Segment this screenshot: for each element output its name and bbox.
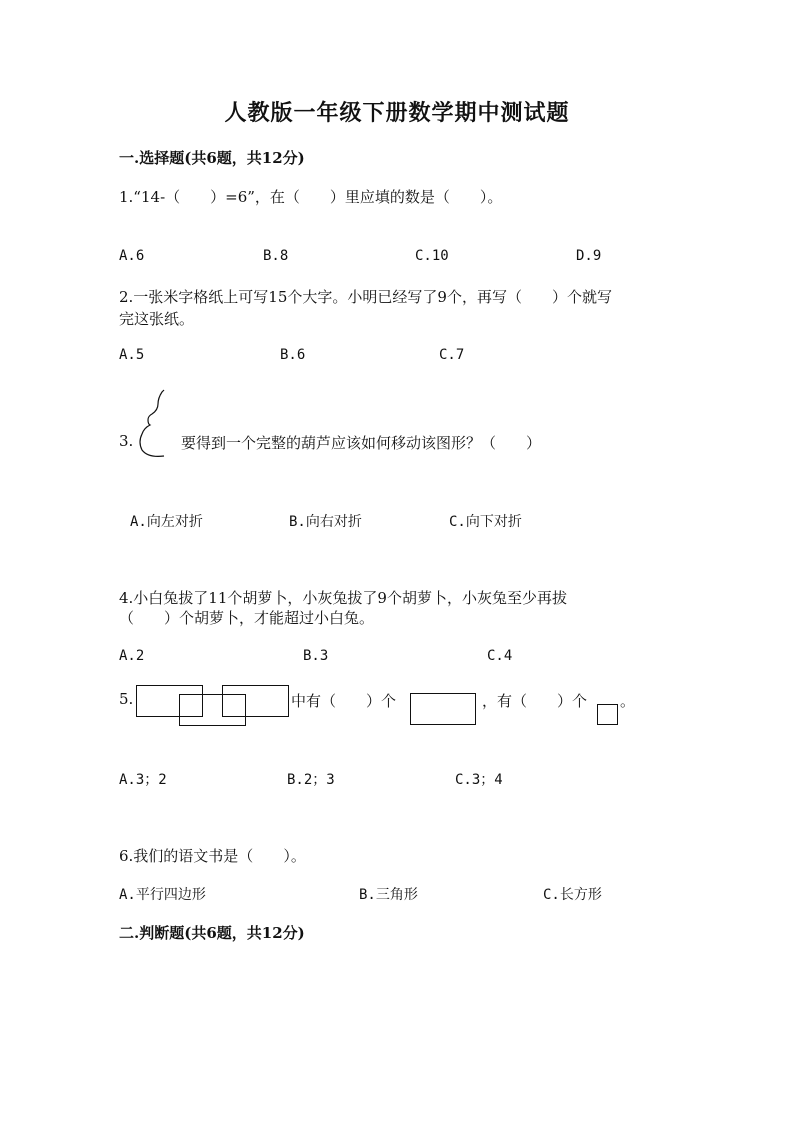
section-heading-judgment: 二.判断题(共6题，共12分) bbox=[119, 924, 305, 942]
question-3-option-c[interactable]: C.向下对折 bbox=[449, 514, 522, 530]
question-2-option-a[interactable]: A.5 bbox=[119, 347, 145, 363]
question-5-text-part1: 中有（ ）个 bbox=[291, 692, 397, 710]
question-5-number: 5. bbox=[119, 690, 134, 708]
question-3-option-a[interactable]: A.向左对折 bbox=[130, 514, 203, 530]
question-3-number: 3. bbox=[119, 432, 134, 450]
question-4-option-a[interactable]: A.2 bbox=[119, 648, 145, 664]
question-5-option-a[interactable]: A.3；2 bbox=[119, 772, 167, 788]
question-6-text: 6.我们的语文书是（ ）。 bbox=[119, 847, 306, 865]
question-2-text-line1: 2.一张米字格纸上可写15个大字。小明已经写了9个，再写（ ）个就写 bbox=[119, 288, 612, 306]
question-1-text: 1.“14-（ ）=6”，在（ ）里应填的数是（ ）。 bbox=[119, 188, 503, 206]
question-4-text-line2: （ ）个胡萝卜，才能超过小白兔。 bbox=[119, 609, 375, 627]
question-2-option-b[interactable]: B.6 bbox=[280, 347, 306, 363]
question-3-text: 要得到一个完整的葫芦应该如何移动该图形？（ ） bbox=[181, 434, 542, 452]
question-1-option-d[interactable]: D.9 bbox=[576, 248, 602, 264]
page-title: 人教版一年级下册数学期中测试题 bbox=[224, 100, 570, 126]
figure-rectangle-bottom bbox=[179, 694, 246, 726]
question-3-option-b[interactable]: B.向右对折 bbox=[289, 514, 362, 530]
question-2-option-c[interactable]: C.7 bbox=[439, 347, 465, 363]
question-6-option-a[interactable]: A.平行四边形 bbox=[119, 887, 206, 903]
question-4-option-b[interactable]: B.3 bbox=[303, 648, 329, 664]
question-1-option-b[interactable]: B.8 bbox=[263, 248, 289, 264]
question-1-option-c[interactable]: C.10 bbox=[415, 248, 449, 264]
rectangle-shape bbox=[410, 693, 476, 725]
question-4-option-c[interactable]: C.4 bbox=[487, 648, 513, 664]
question-6-option-b[interactable]: B.三角形 bbox=[359, 887, 418, 903]
question-6-option-c[interactable]: C.长方形 bbox=[543, 887, 602, 903]
question-1-option-a[interactable]: A.6 bbox=[119, 248, 145, 264]
section-heading-choice: 一.选择题(共6题，共12分) bbox=[119, 149, 305, 167]
question-5-text-part3: 。 bbox=[620, 692, 636, 710]
question-5-option-b[interactable]: B.2；3 bbox=[287, 772, 335, 788]
question-4-text-line1: 4.小白兔拔了11个胡萝卜，小灰兔拔了9个胡萝卜，小灰兔至少再拔 bbox=[119, 589, 567, 607]
gourd-half-figure bbox=[136, 388, 172, 460]
question-2-text-line2: 完这张纸。 bbox=[119, 310, 195, 328]
question-5-text-part2: ，有（ ）个 bbox=[482, 692, 588, 710]
question-5-option-c[interactable]: C.3；4 bbox=[455, 772, 503, 788]
square-shape bbox=[597, 704, 618, 725]
